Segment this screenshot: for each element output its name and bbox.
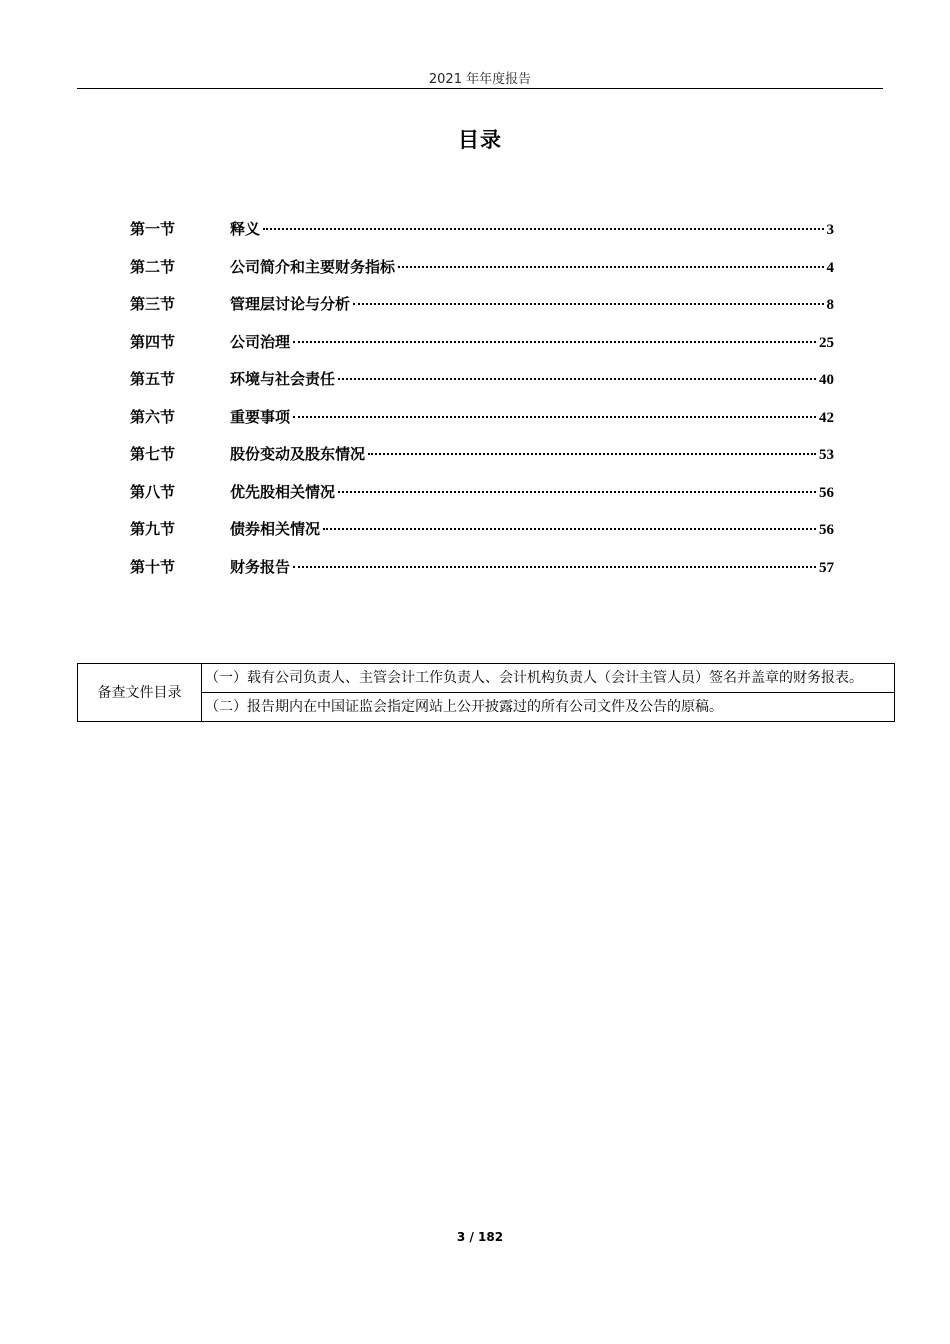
- toc-row[interactable]: [130, 293, 834, 331]
- toc-section-title: 环境与社会责任: [230, 370, 336, 388]
- reference-document-item: （一）载有公司负责人、主管会计工作负责人、会计机构负责人（会计主管人员）签名并盖章的财务报表。: [202, 664, 895, 693]
- toc-row[interactable]: [130, 481, 834, 519]
- toc-page-number: 57: [819, 559, 834, 576]
- toc-dot-leader: [293, 416, 816, 418]
- toc-section-number: 第十节: [130, 557, 176, 576]
- toc-row[interactable]: [130, 556, 834, 594]
- toc-dot-leader: [353, 303, 823, 305]
- table-of-contents: [130, 218, 834, 593]
- page-indicator: 3 / 182: [456, 1230, 504, 1244]
- toc-dot-leader: [368, 453, 816, 455]
- toc-page-number: 56: [819, 522, 834, 538]
- toc-page-number: 8: [826, 297, 834, 313]
- toc-dot-leader: [293, 566, 816, 568]
- toc-dot-leader: [338, 378, 816, 380]
- toc-page-number: 42: [819, 409, 834, 426]
- toc-section-number: 第二节: [130, 257, 176, 276]
- table-row: [78, 664, 895, 693]
- toc-dot-leader: [293, 341, 816, 343]
- toc-page-number: 56: [819, 484, 834, 501]
- toc-section-title: 优先股相关情况: [230, 482, 336, 501]
- toc-section-number: 第七节: [130, 445, 176, 463]
- toc-section-title: 公司治理: [230, 332, 291, 351]
- toc-page-number: 4: [826, 259, 834, 276]
- toc-section-number: 第五节: [130, 370, 176, 388]
- toc-dot-leader: [263, 228, 823, 230]
- toc-section-number: 第三节: [130, 295, 176, 313]
- toc-section-number: 第六节: [130, 407, 176, 426]
- toc-section-number: 第一节: [130, 220, 176, 238]
- toc-section-number: 第四节: [130, 332, 176, 351]
- reference-documents-table: [77, 663, 895, 722]
- toc-section-title: 释义: [230, 220, 261, 238]
- toc-row[interactable]: [130, 256, 834, 294]
- toc-row[interactable]: [130, 218, 834, 256]
- toc-section-title: 股份变动及股东情况: [230, 445, 366, 463]
- toc-page-number: 3: [826, 222, 834, 238]
- toc-row[interactable]: [130, 518, 834, 556]
- header-rule: [77, 88, 883, 89]
- running-header: 2021 年年度报告: [428, 72, 532, 87]
- toc-row[interactable]: [130, 406, 834, 444]
- toc-section-title: 财务报告: [230, 557, 291, 576]
- toc-row[interactable]: [130, 331, 834, 369]
- toc-section-title: 债券相关情况: [230, 520, 321, 538]
- toc-dot-leader: [323, 528, 816, 530]
- toc-row[interactable]: [130, 443, 834, 481]
- reference-documents-label: 备查文件目录: [78, 664, 202, 722]
- toc-page-number: 25: [819, 334, 834, 351]
- toc-row[interactable]: [130, 368, 834, 406]
- reference-document-item: （二）报告期内在中国证监会指定网站上公开披露过的所有公司文件及公告的原稿。: [202, 693, 895, 722]
- page-title: 目录: [458, 128, 502, 152]
- toc-section-number: 第八节: [130, 482, 176, 501]
- toc-section-title: 公司简介和主要财务指标: [230, 257, 396, 276]
- toc-page-number: 53: [819, 447, 834, 463]
- toc-dot-leader: [338, 491, 816, 493]
- toc-page-number: 40: [819, 372, 834, 388]
- toc-dot-leader: [398, 266, 823, 268]
- toc-section-number: 第九节: [130, 520, 176, 538]
- toc-section-title: 重要事项: [230, 407, 291, 426]
- toc-section-title: 管理层讨论与分析: [230, 295, 351, 313]
